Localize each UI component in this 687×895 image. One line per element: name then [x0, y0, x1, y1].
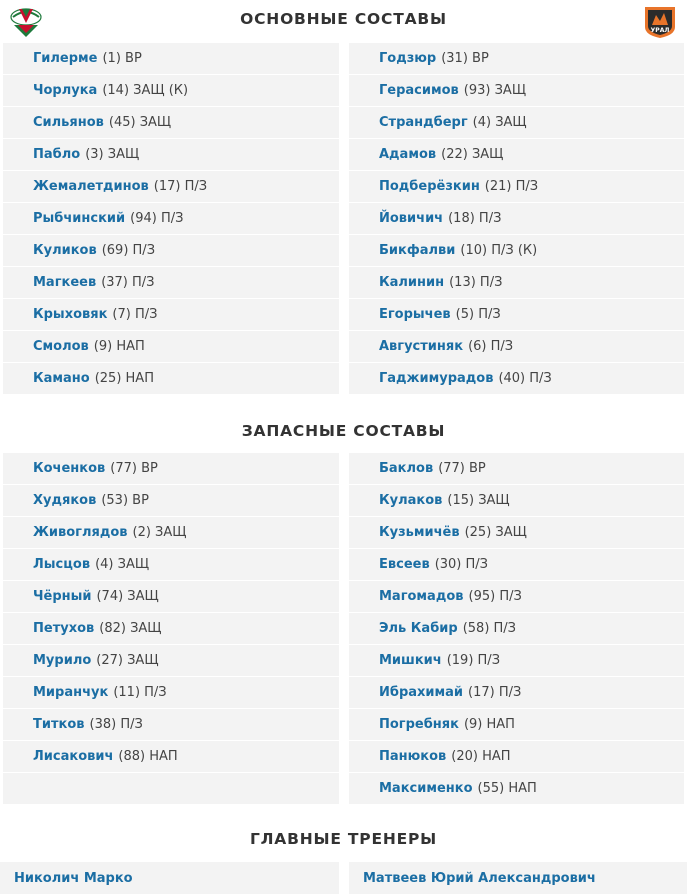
player-info: (77) ВР: [438, 461, 486, 476]
lineup-row: [3, 203, 339, 235]
lineup-row: [349, 677, 684, 709]
player-info: (40) П/З: [498, 371, 552, 386]
lineup-row: [3, 485, 339, 517]
player-info: (15) ЗАЩ: [447, 493, 510, 508]
lineup-row: [349, 485, 684, 517]
player-link[interactable]: Бикфалви: [379, 243, 456, 258]
player-info: (9) НАП: [93, 339, 145, 354]
player-link[interactable]: Баклов: [379, 461, 434, 476]
player-link[interactable]: Панюков: [379, 749, 447, 764]
player-info: (9) НАП: [463, 717, 515, 732]
player-info: (37) П/З: [101, 275, 155, 290]
player-link[interactable]: Чёрный: [33, 589, 92, 604]
player-link[interactable]: Мишкич: [379, 653, 442, 668]
lineup-row: [3, 645, 339, 677]
player-link[interactable]: Погребняк: [379, 717, 459, 732]
player-info: (17) П/З: [153, 179, 208, 194]
player-info: (25) ЗАЩ: [464, 525, 527, 540]
player-link[interactable]: Калинин: [379, 275, 445, 290]
lineup-row: [3, 613, 339, 645]
player-link[interactable]: Страндберг: [379, 115, 468, 130]
player-link[interactable]: Ибрахимай: [379, 685, 464, 700]
player-info: (7) П/З: [112, 307, 158, 322]
lineup-row: [3, 107, 339, 139]
player-link[interactable]: Магкеев: [33, 275, 97, 290]
player-info: (17) П/З: [468, 685, 522, 700]
player-info: (22) ЗАЩ: [441, 147, 504, 162]
player-link[interactable]: Кузьмичёв: [379, 525, 460, 540]
player-info: (94) П/З: [130, 211, 184, 226]
player-link[interactable]: Евсеев: [379, 557, 430, 572]
player-link[interactable]: Миранчук: [33, 685, 109, 700]
ural-logo-text: УРАЛ: [650, 27, 670, 34]
away-coach-row: [349, 862, 687, 894]
player-link[interactable]: Коченков: [33, 461, 106, 476]
player-info: (18) П/З: [448, 211, 502, 226]
lineup-row: [349, 517, 684, 549]
player-info: (20) НАП: [451, 749, 511, 764]
player-link[interactable]: Годзюр: [379, 51, 437, 66]
player-info: (14) ЗАЩ (К): [102, 83, 189, 98]
lineup-row: [3, 267, 339, 299]
player-info: (95) П/З: [468, 589, 522, 604]
player-info: (6) П/З: [468, 339, 514, 354]
player-link[interactable]: Мурило: [33, 653, 92, 668]
player-link[interactable]: Гилерме: [33, 51, 98, 66]
lineup-row: [349, 299, 684, 331]
lineup-row: [349, 203, 684, 235]
lineup-row: [349, 453, 684, 485]
player-link[interactable]: Эль Кабир: [379, 621, 458, 636]
lineup-row: [3, 581, 339, 613]
lineup-row: [3, 75, 339, 107]
coach-link[interactable]: Николич Марко: [14, 870, 133, 886]
lineup-row: [349, 549, 684, 581]
lineup-row: [3, 741, 339, 773]
lineup-row: [349, 363, 684, 395]
lineup-row: [3, 363, 339, 395]
lineup-row: [349, 267, 684, 299]
coaches-title: ГЛАВНЫЕ ТРЕНЕРЫ: [249, 830, 438, 848]
lineup-row: [3, 453, 339, 485]
player-link[interactable]: Смолов: [33, 339, 89, 354]
player-info: (31) ВР: [441, 51, 489, 66]
player-link[interactable]: Подберёзкин: [379, 179, 480, 194]
player-link[interactable]: Пабло: [33, 147, 81, 162]
player-link[interactable]: Петухов: [33, 621, 95, 636]
lineup-row: [3, 517, 339, 549]
player-info: (2) ЗАЩ: [132, 525, 187, 540]
player-info: (38) П/З: [89, 717, 143, 732]
player-info: (45) ЗАЩ: [108, 115, 172, 130]
player-info: (88) НАП: [118, 749, 178, 764]
home-main-lineup: [3, 43, 339, 395]
player-info: (82) ЗАЩ: [99, 621, 162, 636]
player-link[interactable]: Егорычев: [379, 307, 451, 322]
player-link[interactable]: Лысцов: [33, 557, 91, 572]
lineup-row: [3, 139, 339, 171]
player-info: (21) П/З: [484, 179, 539, 194]
player-info: (4) ЗАЩ: [95, 557, 150, 572]
player-link[interactable]: Гаджимурадов: [379, 371, 494, 386]
lineup-row: [349, 171, 684, 203]
player-link[interactable]: Кулаков: [379, 493, 443, 508]
player-info: (55) НАП: [477, 781, 537, 796]
player-link[interactable]: Крыховяк: [33, 307, 108, 322]
player-info: (25) НАП: [94, 371, 154, 386]
lineup-row: [3, 235, 339, 267]
player-link[interactable]: Йовичич: [379, 211, 444, 226]
lineup-row: [3, 549, 339, 581]
player-info: (69) П/З: [101, 243, 156, 258]
lineup-row: [349, 107, 684, 139]
player-info: (5) П/З: [455, 307, 501, 322]
player-link[interactable]: Адамов: [379, 147, 437, 162]
player-link[interactable]: Рыбчинский: [33, 211, 126, 226]
player-link[interactable]: Жемалетдинов: [33, 179, 149, 194]
lineup-row: [349, 75, 684, 107]
player-info: (1) ВР: [102, 51, 142, 66]
lineup-row: [3, 171, 339, 203]
player-link[interactable]: Живоглядов: [33, 525, 128, 540]
player-info: (19) П/З: [446, 653, 501, 668]
lineup-row: [349, 709, 684, 741]
lineup-row: [3, 299, 339, 331]
player-link[interactable]: Магомадов: [379, 589, 464, 604]
player-info: (3) ЗАЩ: [85, 147, 140, 162]
player-link[interactable]: Куликов: [33, 243, 97, 258]
player-link[interactable]: Герасимов: [379, 83, 459, 98]
lineup-row: [349, 741, 684, 773]
lineup-row: [3, 677, 339, 709]
lineup-row: [349, 581, 684, 613]
player-link[interactable]: Чорлука: [33, 83, 98, 98]
coach-link[interactable]: Матвеев Юрий Александрович: [363, 870, 596, 886]
player-info: (4) ЗАЩ: [472, 115, 527, 130]
lineup-row: [349, 43, 684, 75]
player-info: (93) ЗАЩ: [463, 83, 527, 98]
home-coach-row: [0, 862, 339, 894]
player-link[interactable]: Максименко: [379, 781, 473, 796]
main-lineups-title: ОСНОВНЫЕ СОСТАВЫ: [240, 10, 447, 28]
player-info: (10) П/З (К): [460, 243, 538, 258]
away-main-lineup: [349, 43, 684, 395]
player-info: (13) П/З: [449, 275, 503, 290]
lineup-row: [3, 709, 339, 741]
lineup-row: [349, 331, 684, 363]
player-info: (53) ВР: [101, 493, 149, 508]
player-link[interactable]: Лисакович: [33, 749, 114, 764]
home-subs-lineup: [3, 453, 339, 805]
player-info: (27) ЗАЩ: [96, 653, 159, 668]
player-link[interactable]: Камано: [33, 371, 90, 386]
lineup-row: [349, 139, 684, 171]
lineup-row: [349, 645, 684, 677]
lineup-row: [3, 43, 339, 75]
lineup-row: [349, 235, 684, 267]
player-info: (30) П/З: [434, 557, 488, 572]
lineup-row: [3, 331, 339, 363]
player-info: (77) ВР: [110, 461, 158, 476]
player-link[interactable]: Августиняк: [379, 339, 464, 354]
player-info: (11) П/З: [113, 685, 167, 700]
player-info: (58) П/З: [462, 621, 517, 636]
empty-lineup-row: [3, 773, 339, 805]
subs-lineups-title: ЗАПАСНЫЕ СОСТАВЫ: [241, 422, 446, 440]
lineup-row: [349, 613, 684, 645]
player-link[interactable]: Титков: [33, 717, 85, 732]
away-subs-lineup: [349, 453, 684, 805]
player-info: (74) ЗАЩ: [96, 589, 159, 604]
lineup-row: [349, 773, 684, 805]
player-link[interactable]: Худяков: [33, 493, 97, 508]
player-link[interactable]: Сильянов: [33, 115, 104, 130]
